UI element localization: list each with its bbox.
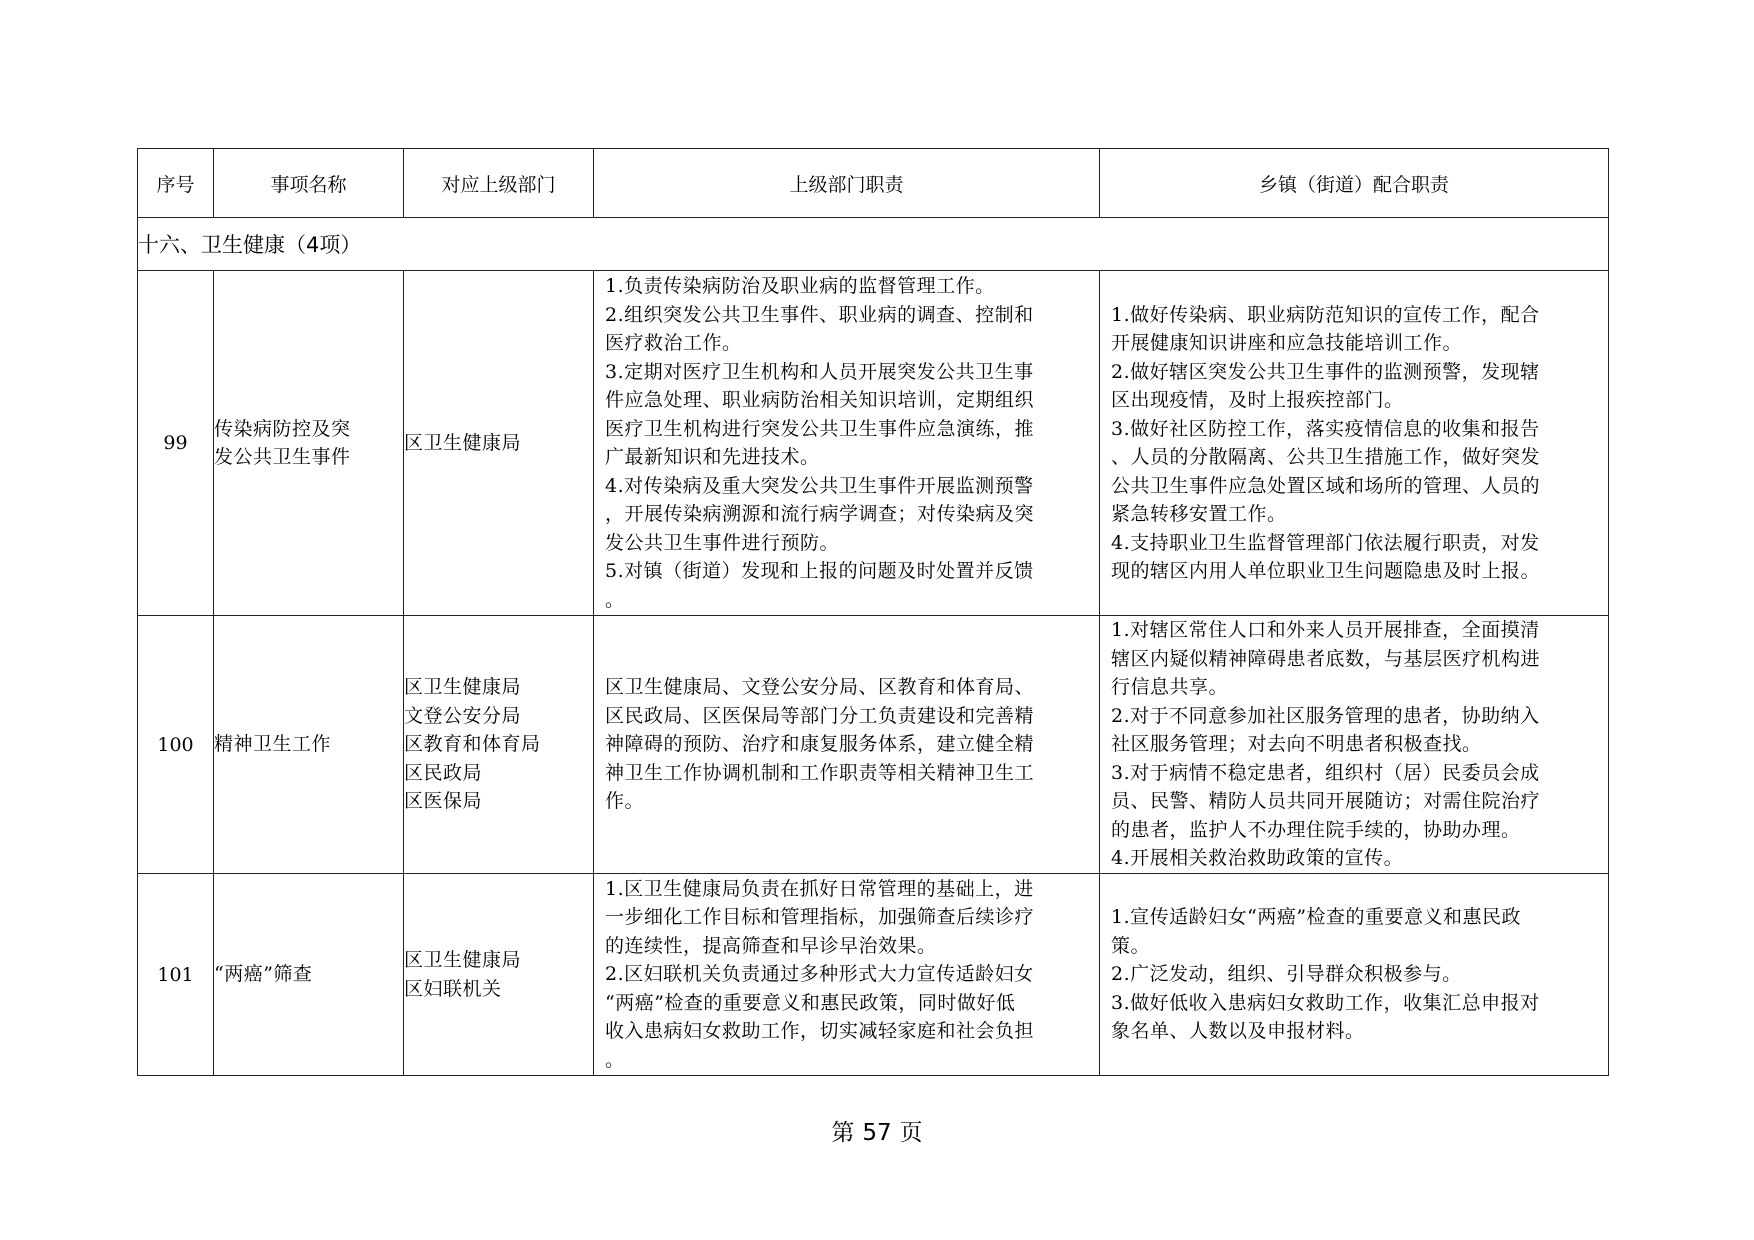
department-line: 文登公安分局 [404, 704, 522, 727]
page-footer [0, 1114, 1754, 1147]
page-label-suffix: 页 [899, 1120, 923, 1146]
section-row [138, 218, 1609, 271]
town-duty-line: 现的辖区内用人单位职业卫生问题隐患及时上报。 [1111, 560, 1541, 582]
department-line: 区妇联机关 [404, 977, 502, 1000]
item-name-line: 传染病防控及突 [214, 417, 351, 440]
town-duty-line: 3.做好社区防控工作，落实疫情信息的收集和报告 [1111, 417, 1540, 440]
upper-duty-line: 1.负责传染病防治及职业病的监督管理工作。 [605, 275, 995, 297]
row-number: 99 [138, 271, 214, 616]
row-item-name [214, 616, 404, 874]
header-serial-number: 序号 [138, 149, 214, 218]
town-duty-line: 4.支持职业卫生监督管理部门依法履行职责，对发 [1111, 531, 1540, 554]
upper-duty-line: 神障碍的预防、治疗和康复服务体系，建立健全精 [605, 733, 1035, 756]
item-name-line: 发公共卫生事件 [214, 446, 351, 468]
upper-duty-line: 2.区妇联机关负责通过多种形式大力宣传适龄妇女 [605, 963, 1034, 986]
row-town-duties [1100, 271, 1609, 616]
upper-duty-line: 广最新知识和先进技术。 [605, 446, 820, 468]
town-duty-line: 2.做好辖区突发公共卫生事件的监测预警，发现辖 [1111, 360, 1540, 383]
upper-duty-line: “两癌”检查的重要意义和惠民政策，同时做好低 [605, 991, 1016, 1014]
row-number: 100 [138, 616, 214, 874]
upper-duty-line: 4.对传染病及重大突发公共卫生事件开展监测预警 [605, 474, 1034, 497]
department-line: 区民政局 [404, 761, 483, 784]
upper-duty-line: 5.对镇（街道）发现和上报的问题及时处置并反馈 [605, 560, 1034, 582]
town-duty-line: 辖区内疑似精神障碍患者底数，与基层医疗机构进 [1111, 647, 1541, 670]
responsibility-table [137, 148, 1609, 1076]
table-row [138, 874, 1609, 1076]
row-upper-duties [594, 271, 1100, 616]
row-number: 101 [138, 874, 214, 1076]
upper-duty-line: 1.区卫生健康局负责在抓好日常管理的基础上，进 [605, 877, 1034, 900]
town-duty-line: 社区服务管理；对去向不明患者积极查找。 [1111, 733, 1482, 756]
town-duty-line: 行信息共享。 [1111, 676, 1229, 699]
upper-duty-line: 区卫生健康局、文登公安分局、区教育和体育局、 [605, 676, 1035, 699]
town-duty-line: 公共卫生事件应急处置区域和场所的管理、人员的 [1111, 474, 1541, 497]
town-duty-line: 3.做好低收入患病妇女救助工作，收集汇总申报对 [1111, 991, 1540, 1014]
town-duty-line: 2.对于不同意参加社区服务管理的患者，协助纳入 [1111, 704, 1540, 727]
row-upper-duties [594, 616, 1100, 874]
item-name-line: “两癌”筛查 [214, 963, 313, 986]
town-duty-line: 1.做好传染病、职业病防范知识的宣传工作，配合 [1111, 303, 1540, 326]
table-row [138, 271, 1609, 616]
department-line: 区卫生健康局 [404, 431, 522, 454]
row-item-name [214, 271, 404, 616]
town-duty-line: 象名单、人数以及申报材料。 [1111, 1020, 1365, 1043]
town-duty-line: 、人员的分散隔离、公共卫生措施工作，做好突发 [1111, 446, 1541, 468]
table-row [138, 616, 1609, 874]
upper-duty-line: 3.定期对医疗卫生机构和人员开展突发公共卫生事 [605, 360, 1034, 383]
upper-duty-line: 。 [605, 588, 625, 611]
upper-duty-line: 一步细化工作目标和管理指标，加强筛查后续诊疗 [605, 906, 1035, 929]
section-title: 十六、卫生健康（4项） [138, 218, 1609, 271]
upper-duty-line: 收入患病妇女救助工作，切实减轻家庭和社会负担 [605, 1020, 1035, 1043]
town-duty-line: 策。 [1111, 934, 1151, 957]
header-upper-duties: 上级部门职责 [594, 149, 1100, 218]
department-line: 区卫生健康局 [404, 949, 522, 971]
upper-duty-line: 区民政局、区医保局等部门分工负责建设和完善精 [605, 704, 1035, 727]
town-duty-line: 1.宣传适龄妇女“两癌”检查的重要意义和惠民政 [1111, 906, 1522, 929]
upper-duty-line: ，开展传染病溯源和流行病学调查；对传染病及突 [605, 503, 1035, 525]
town-duty-line: 紧急转移安置工作。 [1111, 503, 1287, 525]
upper-duty-line: 的连续性，提高筛查和早诊早治效果。 [605, 934, 937, 957]
row-department [404, 874, 594, 1076]
upper-duty-line: 医疗救治工作。 [605, 332, 742, 354]
upper-duty-line: 。 [605, 1048, 625, 1071]
row-department [404, 616, 594, 874]
row-town-duties [1100, 616, 1609, 874]
department-line: 区医保局 [404, 790, 483, 813]
department-line: 区卫生健康局 [404, 676, 522, 699]
page-number: 57 [862, 1120, 892, 1146]
town-duty-line: 的患者，监护人不办理住院手续的，协助办理。 [1111, 818, 1521, 841]
upper-duty-line: 神卫生工作协调机制和工作职责等相关精神卫生工 [605, 761, 1035, 784]
header-upper-department: 对应上级部门 [404, 149, 594, 218]
header-item-name: 事项名称 [214, 149, 404, 218]
upper-duty-line: 2.组织突发公共卫生事件、职业病的调查、控制和 [605, 303, 1034, 326]
row-town-duties [1100, 874, 1609, 1076]
town-duty-line: 员、民警、精防人员共同开展随访；对需住院治疗 [1111, 790, 1541, 813]
town-duty-line: 4.开展相关救治救助政策的宣传。 [1111, 847, 1404, 870]
town-duty-line: 2.广泛发动，组织、引导群众积极参与。 [1111, 963, 1462, 986]
upper-duty-line: 医疗卫生机构进行突发公共卫生事件应急演练，推 [605, 417, 1035, 440]
item-name-line: 精神卫生工作 [214, 733, 332, 756]
table-header-row [138, 149, 1609, 218]
row-item-name [214, 874, 404, 1076]
row-upper-duties [594, 874, 1100, 1076]
upper-duty-line: 件应急处理、职业病防治相关知识培训，定期组织 [605, 389, 1035, 411]
department-line: 区教育和体育局 [404, 733, 541, 756]
town-duty-line: 区出现疫情，及时上报疾控部门。 [1111, 389, 1404, 411]
row-department [404, 271, 594, 616]
town-duty-line: 开展健康知识讲座和应急技能培训工作。 [1111, 332, 1463, 354]
town-duty-line: 1.对辖区常住人口和外来人员开展排查，全面摸清 [1111, 619, 1540, 642]
page-label-prefix: 第 [831, 1120, 855, 1146]
town-duty-line: 3.对于病情不稳定患者，组织村（居）民委员会成 [1111, 761, 1540, 784]
upper-duty-line: 作。 [605, 790, 645, 813]
header-town-duties: 乡镇（街道）配合职责 [1100, 149, 1609, 218]
upper-duty-line: 发公共卫生事件进行预防。 [605, 531, 840, 554]
